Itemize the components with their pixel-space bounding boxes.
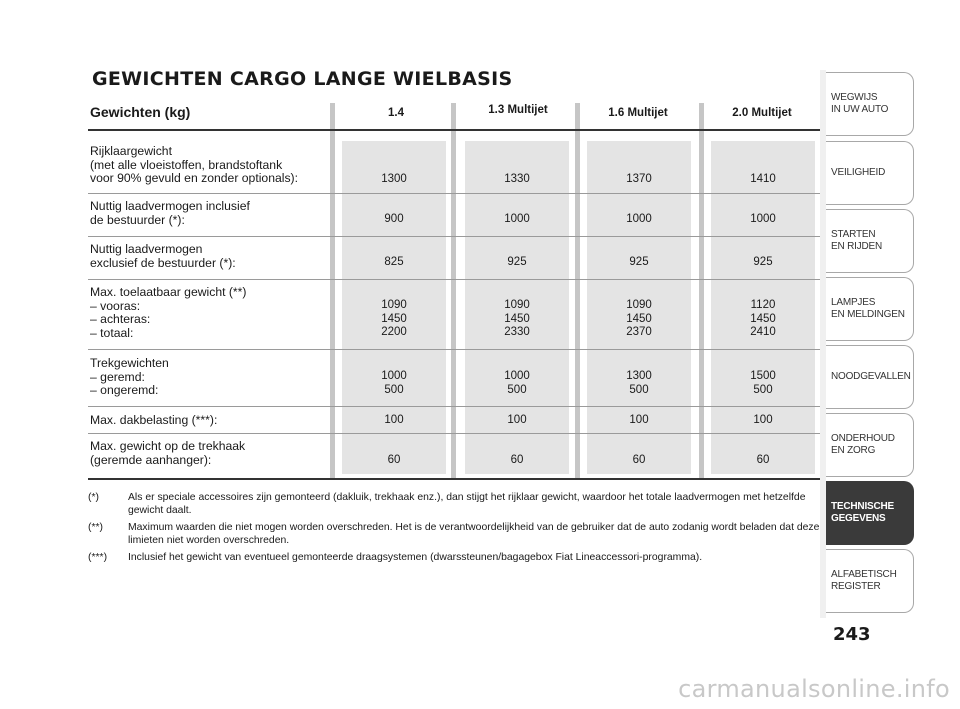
page-title: GEWICHTEN CARGO LANGE WIELBASIS [92,68,513,90]
column-separator [451,103,456,479]
tab-technische-gegevens[interactable] [826,481,914,545]
page-number: 243 [833,624,871,645]
table-cell: 60 [756,454,770,466]
table-bottom-rule [88,478,820,480]
column-separator [330,103,335,479]
row-label-dakbelasting: Max. dakbelasting (***): [90,413,218,427]
row-label-trekhaak: Max. gewicht op de trekhaak (geremde aanhanger): [90,439,246,467]
table-cell: 925 [753,256,773,268]
tab-label: TECHNISCHE GEGEVENS [831,501,895,524]
tab-veiligheid[interactable] [826,141,914,205]
table-cell: 1000 [626,213,652,225]
footnote-text: Als er speciale accessoires zijn gemonteerd (dakluik, trekhaak enz.), dan stijgt het rijklaar gewicht, waardoor het totale laadvermogen met hetzelfde gewicht daalt. [128,492,806,516]
row-label-rijklaargewicht: Rijklaargewicht (met alle vloeistoffen, brandstoftank voor 90% gevuld en zonder optionals): [90,144,298,185]
table-cell: 1000 500 [504,370,530,396]
row-divider [88,279,820,280]
footnote [0,552,830,568]
tab-starten[interactable] [826,209,914,273]
footnote [0,522,830,552]
table-cell: 925 [629,256,649,268]
table-cell: 60 [387,454,401,466]
row-divider [88,236,820,237]
column-header-2-0-multijet: 2.0 Multijet [732,107,792,119]
table-cell: 100 [629,414,649,426]
table-cell: 1370 [626,173,652,185]
tab-label: ONDERHOUD EN ZORG [831,433,895,456]
row-label-nuttig-inclusief: Nuttig laadvermogen inclusief de bestuurder (*): [90,199,250,227]
column-header-1-6-multijet: 1.6 Multijet [608,107,668,119]
footnote [0,492,830,522]
table-cell: 100 [507,414,527,426]
footnote-mark: (**) [88,522,104,533]
table-cell: 825 [384,256,404,268]
table-cell: 925 [507,256,527,268]
footnote-text: Maximum waarden die niet mogen worden overschreden. Het is de verantwoordelijkheid van de gebruiker dat de auto zodanig wordt beladen dat deze limieten niet worden overschreden. [128,522,820,546]
footnote-mark: (*) [88,492,99,503]
tab-label: ALFABETISCH REGISTER [831,569,897,592]
footnote-mark: (***) [88,552,108,563]
table-cell: 1300 500 [626,370,652,396]
table-cell: 1090 1450 2370 [626,299,652,338]
table-cell: 900 [384,213,404,225]
row-divider [88,406,820,407]
tab-label: LAMPJES EN MELDINGEN [831,297,905,320]
row-divider [88,433,820,434]
table-cell: 1000 500 [381,370,407,396]
table-cell: 1500 500 [750,370,776,396]
footnote-text: Inclusief het gewicht van eventueel gemonteerde draagsystemen (dwarssteunen/bagagebox Fiat Lineaccessori-programma). [128,552,703,563]
table-cell: 60 [632,454,646,466]
table-cell: 1120 1450 2410 [750,299,776,338]
column-header-1-4: 1.4 [388,107,404,119]
table-cell: 1090 1450 2330 [504,299,530,338]
row-divider [88,349,820,350]
table-header-label: Gewichten (kg) [90,104,191,120]
tab-wegwijs[interactable] [826,72,914,136]
table-cell: 60 [510,454,524,466]
table-cell: 1000 [750,213,776,225]
table-cell: 1330 [504,173,530,185]
column-header-1-3-multijet: 1.3 Multijet [488,104,548,116]
table-header-rule [88,129,820,131]
tab-onderhoud[interactable] [826,413,914,477]
table-cell: 1410 [750,173,776,185]
tab-alfabetisch-register[interactable] [826,549,914,613]
table-cell: 1300 [381,173,407,185]
tab-label: WEGWIJS IN UW AUTO [831,92,889,115]
row-label-max-toelaatbaar: Max. toelaatbaar gewicht (**) – vooras: – achteras: – totaal: [90,285,247,340]
watermark: carmanualsonline.info [678,675,950,703]
tab-noodgevallen[interactable] [826,345,914,409]
table-cell: 1090 1450 2200 [381,299,407,338]
column-separator [699,103,704,479]
row-divider [88,193,820,194]
column-separator [575,103,580,479]
row-label-trekgewichten: Trekgewichten – geremd: – ongeremd: [90,356,169,397]
tab-label: STARTEN EN RIJDEN [831,229,882,252]
tab-label: VEILIGHEID [831,167,886,178]
row-label-nuttig-exclusief: Nuttig laadvermogen exclusief de bestuurder (*): [90,242,236,270]
table-cell: 100 [384,414,404,426]
table-cell: 100 [753,414,773,426]
table-cell: 1000 [504,213,530,225]
tab-lampjes[interactable] [826,277,914,341]
tab-label: NOODGEVALLEN [831,371,911,382]
